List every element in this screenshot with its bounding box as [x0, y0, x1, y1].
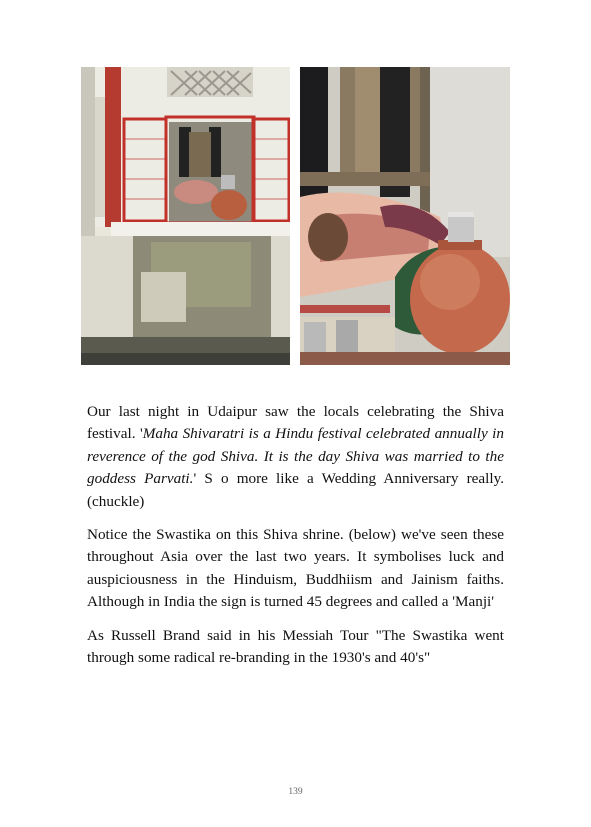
paragraph-shiva-festival: [87, 401, 504, 513]
woman-resting-photo: [300, 67, 510, 365]
shrine-photo: [81, 67, 290, 365]
page-number: 139: [288, 787, 303, 797]
paragraph-swastika: Notice the Swastika on this Shiva shrine. (below) we've seen these throughout Asia over the last two years. It symbolises luck and auspiciousness in the Hinduism, Buddhiism and Jainism faiths. Although in India the sign is turned 45 degrees and called a 'Manji': [87, 526, 504, 611]
shrine-photo-graphic: [81, 67, 290, 365]
paragraph-1-outro: ' S o more like a Wedding Anniversary really. (chuckle): [87, 470, 504, 510]
paragraph-1-quote: Maha Shivaratri is a Hindu festival celebrated annually in reverence of the god Shiva. It is the day Shiva was married to the goddess Parvati.: [87, 425, 504, 488]
body-text: [87, 401, 504, 680]
paragraph-1-intro: Our last night in Udaipur saw the locals celebrating the Shiva festival. ': [87, 403, 504, 443]
woman-resting-photo-graphic: [300, 67, 510, 365]
paragraph-russell-brand: As Russell Brand said in his Messiah Tour "The Swastika went through some radical re-branding in the 1930's and 40's": [87, 626, 504, 667]
